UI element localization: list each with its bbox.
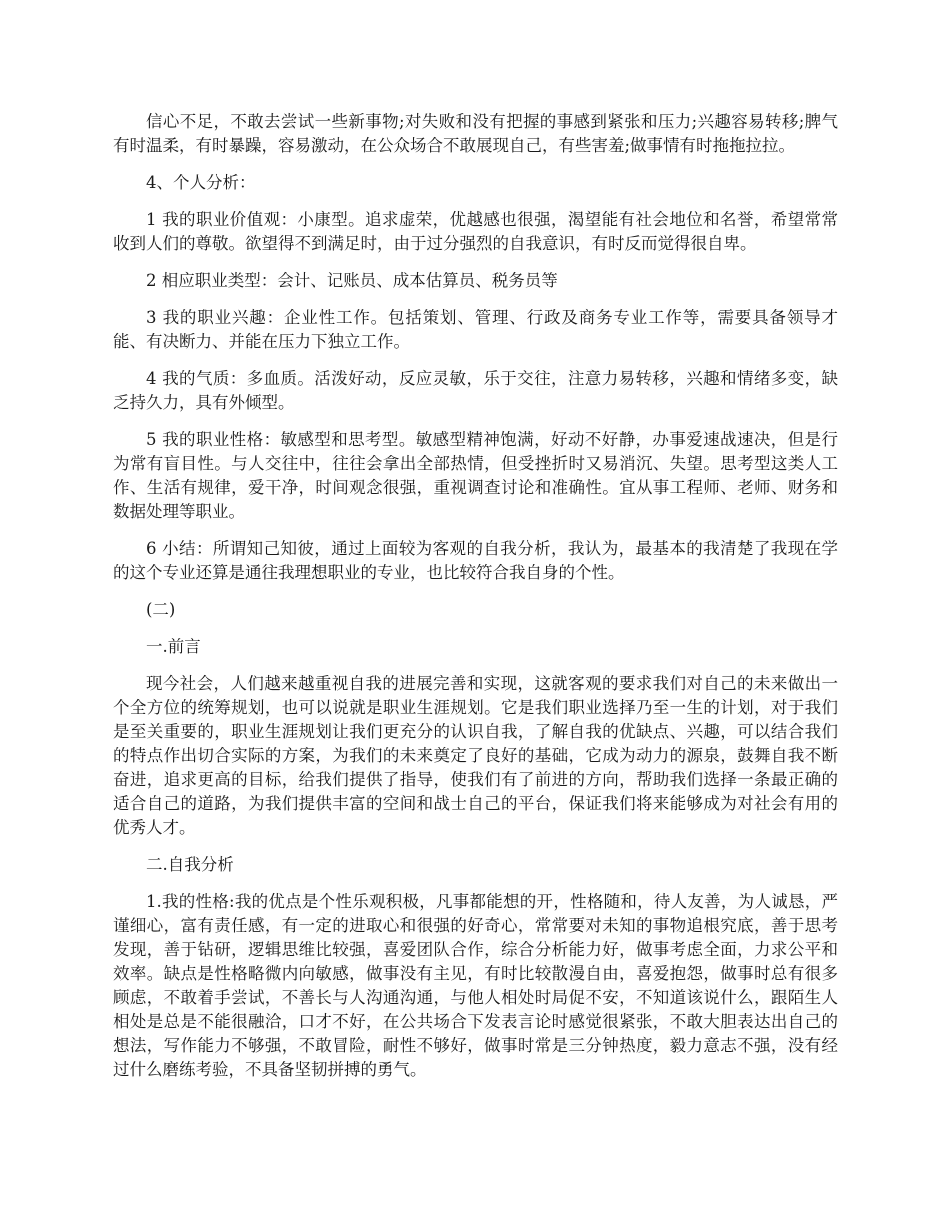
paragraph-career-types: 2 相应职业类型：会计、记账员、成本估算员、税务员等 xyxy=(146,271,558,290)
paragraph-career-interest: 3 我的职业兴趣：企业性工作。包括策划、管理、行政及商务专业工作等，需要具备领导才能、有决断力、并能在压力下独立工作。 xyxy=(113,308,838,351)
paragraph-career-values: 1 我的职业价值观：小康型。追求虚荣，优越感也很强，渴望能有社会地位和名誉，希望常常收到人们的尊敬。欲望得不到满足时，由于过分强烈的自我意识，有时反而觉得很自卑。 xyxy=(113,210,838,253)
document-page xyxy=(113,110,838,1095)
paragraph-career-personality: 5 我的职业性格：敏感型和思考型。敏感型精神饱满，好动不好静，办事爱速战速决，但是行为常有盲目性。与人交往中，往往会拿出全部热情，但受挫折时又易消沉、失望。思考型这类人工作、生活有规律，爱干净，时间观念很强，重视调查讨论和准确性。宜从事工程师、老师、财务和数据处理等职业。 xyxy=(113,430,838,521)
paragraph-summary: 6 小结：所谓知己知彼，通过上面较为客观的自我分析，我认为，最基本的我清楚了我现在学的这个专业还算是通往我理想职业的专业，也比较符合我自身的个性。 xyxy=(113,539,838,582)
paragraph-temperament: 4 我的气质：多血质。活泼好动，反应灵敏，乐于交往，注意力易转移，兴趣和情绪多变，缺乏持久力，具有外倾型。 xyxy=(113,369,838,412)
paragraph-my-personality: 1.我的性格:我的优点是个性乐观积极，凡事都能想的开，性格随和，待人友善，为人诚恳，严谨细心，富有责任感，有一定的进取心和很强的好奇心，常常要对未知的事物追根究底，善于思考发现，善于钻研，逻辑思维比较强，喜爱团队合作，综合分析能力好，做事考虑全面，力求公平和效率。缺点是性格略微内向敏感，做事没有主见，有时比较散漫自由，喜爱抱怨，做事时总有很多顾虑，不敢着手尝试，不善长与人沟通沟通，与他人相处时局促不安，不知道该说什么，跟陌生人相处是总是不能很融洽，口才不好，在公共场合下发表言论时感觉很紧张，不敢大胆表达出自己的想法，写作能力不够强，不敢冒险，耐性不够好，做事时常是三分钟热度，毅力意志不强，没有经过什么磨练考验，不具备坚韧拼搏的勇气。 xyxy=(113,892,838,1079)
paragraph-personality-weakness: 信心不足，不敢去尝试一些新事物;对失败和没有把握的事感到紧张和压力;兴趣容易转移;脾气有时温柔，有时暴躁，容易激动，在公众场合不敢展现自己，有些害羞;做事情有时拖拖拉拉。 xyxy=(113,112,838,155)
section-marker-two: (二) xyxy=(146,600,176,619)
paragraph-preface: 现今社会，人们越来越重视自我的进展完善和实现，这就客观的要求我们对自己的未来做出一个全方位的统筹规划，也可以说就是职业生涯规划。它是我们职业选择乃至一生的计划，对于我们是至关重要的，职业生涯规划让我们更充分的认识自我，了解自我的优缺点、兴趣，可以结合我们的特点作出切合实际的方案，为我们的未来奠定了良好的基础，它成为动力的源泉，鼓舞自我不断奋进，追求更高的目标，给我们提供了指导，使我们有了前进的方向，帮助我们选择一条最正确的适合自己的道路，为我们提供丰富的空间和战士自己的平台，保证我们将来能够成为对社会有用的优秀人才。 xyxy=(113,674,838,837)
heading-self-analysis: 二.自我分析 xyxy=(146,855,234,874)
heading-preface: 一.前言 xyxy=(146,637,201,656)
heading-personal-analysis: 4、个人分析： xyxy=(146,173,256,192)
